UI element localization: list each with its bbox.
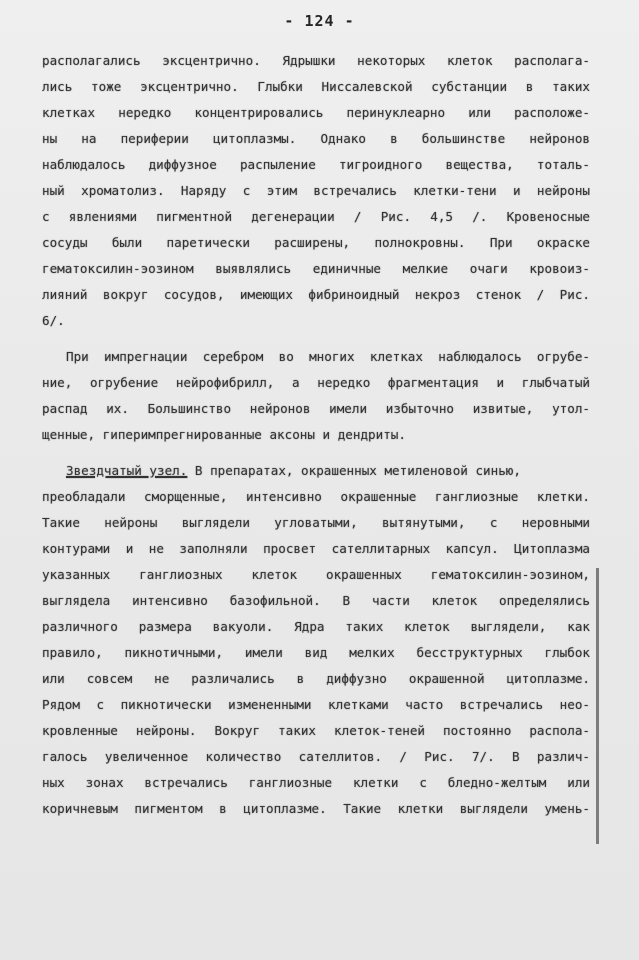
text-line: располагались эксцентрично. Ядрышки некоторых клеток располага- xyxy=(42,53,590,68)
text-line: лияний вокруг сосудов, имеющих фибриноидный некроз стенок / Рис. xyxy=(42,287,590,302)
text-line: распад их. Большинство нейронов имели избыточно извитые, утол- xyxy=(42,401,590,416)
text-line: правило, пикнотичными, имели вид мелких бесструктурных глыбок xyxy=(42,645,590,660)
text-line xyxy=(42,458,590,484)
text-line: сосуды были паретически расширены, полнокровны. При окраске xyxy=(42,235,590,250)
text-line: с явлениями пигментной дегенерации / Рис. 4,5 /. Кровеносные xyxy=(42,209,590,224)
text-line: контурами и не заполняли просвет сателлитарных капсул. Цитоплазма xyxy=(42,541,590,556)
text-line: клетках нередко концентрировались перинуклеарно или расположе- xyxy=(42,105,590,120)
text-line: коричневым пигментом в цитоплазме. Такие клетки выглядели умень- xyxy=(42,801,590,816)
paragraph-2 xyxy=(42,344,590,448)
text-line: наблюдалось диффузное распыление тигроидного вещества, тоталь- xyxy=(42,157,590,172)
text-line: галось увеличенное количество сателлитов. / Рис. 7/. В различ- xyxy=(42,749,590,764)
text-line: При импрегнации серебром во многих клетках наблюдалось огрубе- xyxy=(66,349,590,364)
text-line: выглядела интенсивно базофильной. В части клеток определялись xyxy=(42,593,590,608)
text-line: ный хроматолиз. Наряду с этим встречались клетки-тени и нейроны xyxy=(42,183,590,198)
text-line: ны на периферии цитоплазмы. Однако в большинстве нейронов xyxy=(42,131,590,146)
section-heading: Звездчатый узел. xyxy=(66,463,188,478)
text-line: гематоксилин-эозином выявлялись единичные мелкие очаги кровоиз- xyxy=(42,261,590,276)
margin-mark xyxy=(596,568,599,844)
text-line: Рядом с пикнотически измененными клетками часто встречались нео- xyxy=(42,697,590,712)
text-line: преобладали сморщенные, интенсивно окрашенные ганглиозные клетки. xyxy=(42,489,590,504)
text-line: щенные, гиперимпрегнированные аксоны и дендриты. xyxy=(42,427,406,442)
document-text xyxy=(42,48,590,822)
paragraph-3 xyxy=(42,458,590,822)
text-line: 6/. xyxy=(42,313,65,328)
text-line: ных зонах встречались ганглиозные клетки с бледно-желтым или xyxy=(42,775,590,790)
page-number: - 124 - xyxy=(284,12,355,30)
text-line: или совсем не различались в диффузно окрашенной цитоплазме. xyxy=(42,671,590,686)
text-line: Такие нейроны выглядели угловатыми, вытянутыми, с неровными xyxy=(42,515,590,530)
text-fragment: В препаратах, окрашенных метиленовой синью, xyxy=(187,463,521,478)
text-line: ние, огрубение нейрофибрилл, а нередко фрагментация и глыбчатый xyxy=(42,375,590,390)
text-line: кровленные нейроны. Вокруг таких клеток-теней постоянно распола- xyxy=(42,723,590,738)
text-line: указанных ганглиозных клеток окрашенных гематоксилин-эозином, xyxy=(42,567,590,582)
text-line: различного размера вакуоли. Ядра таких клеток выглядели, как xyxy=(42,619,590,634)
paragraph-1 xyxy=(42,48,590,334)
text-line: лись тоже эксцентрично. Глыбки Ниссалевской субстанции в таких xyxy=(42,79,590,94)
